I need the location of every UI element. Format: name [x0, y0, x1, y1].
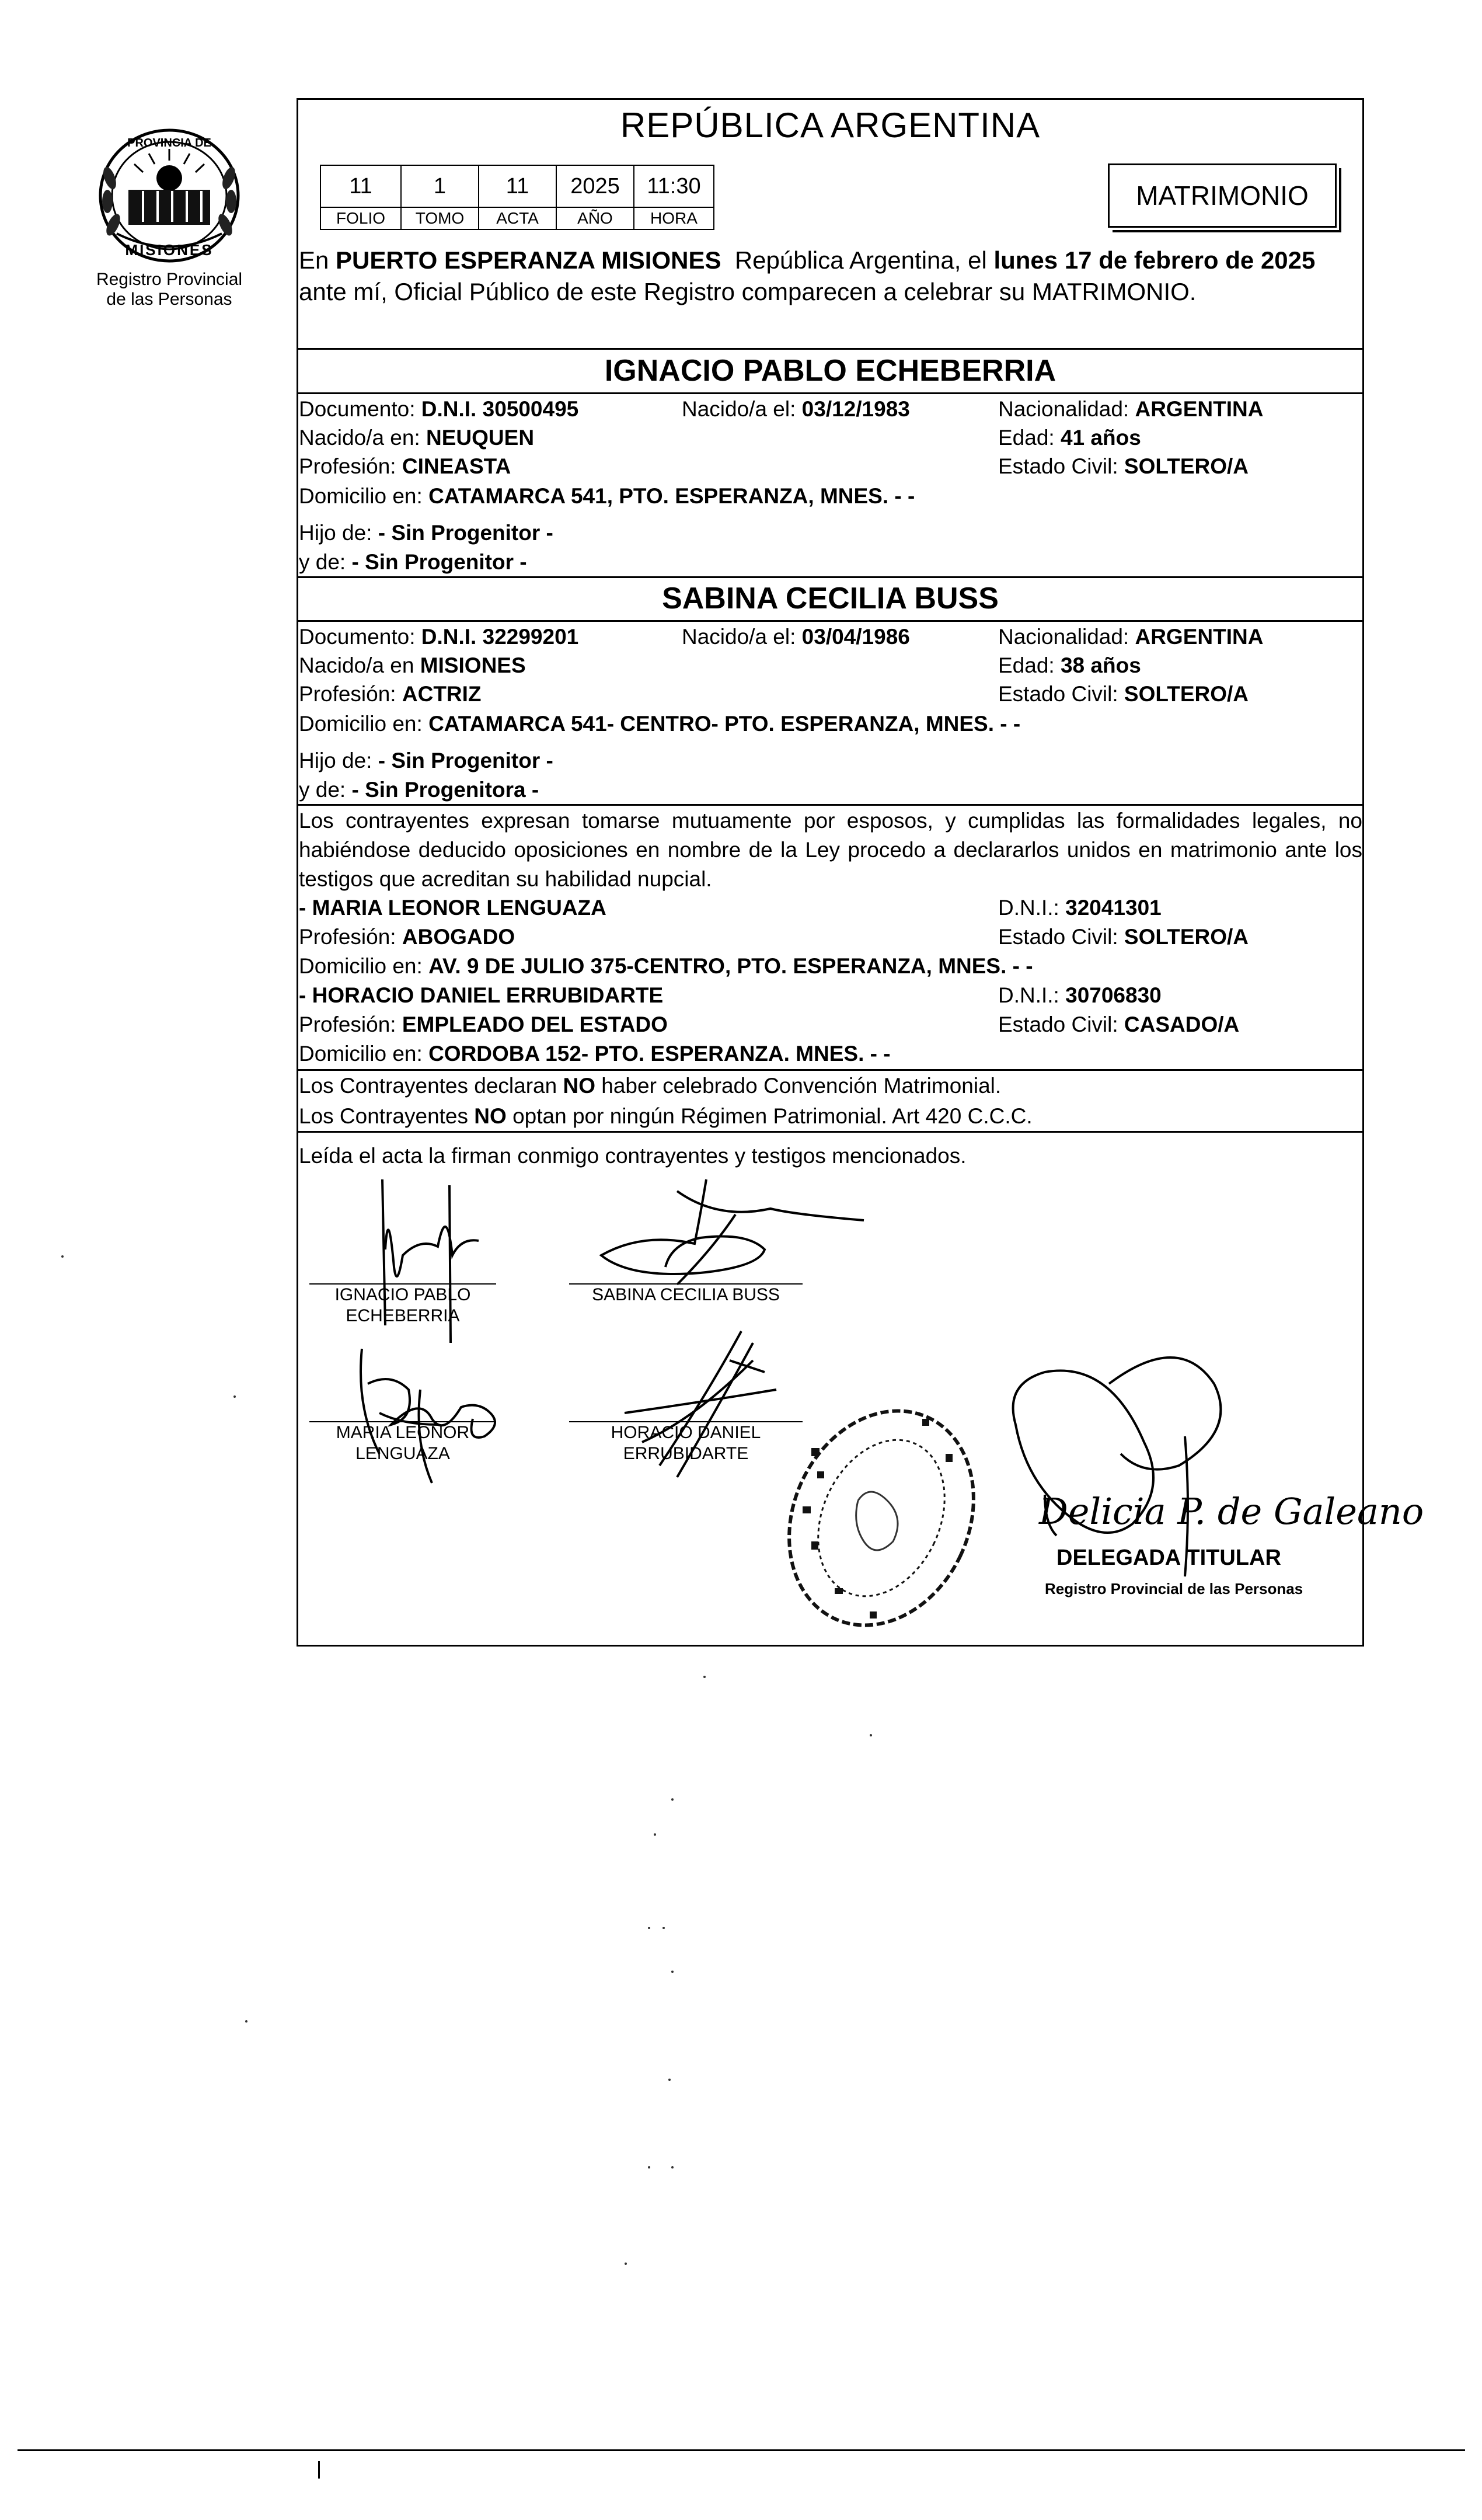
c2-estado-label: Estado Civil:	[998, 682, 1124, 706]
t1-dni	[998, 894, 1162, 921]
t2-profesion-label: Profesión:	[299, 1012, 402, 1036]
c2-nacido-en-label: Nacido/a en	[299, 653, 420, 677]
official-round-stamp	[770, 1366, 1004, 1647]
c2-edad	[998, 652, 1141, 679]
conv1-c: haber celebrado Convención Matrimonial.	[595, 1074, 1002, 1098]
intro-line1	[299, 245, 1361, 276]
intro-line2: ante mí, Oficial Público de este Registro comparecen a celebrar su MATRIMONIO.	[299, 278, 1197, 305]
firma2-nombre: SABINA CECILIA BUSS	[592, 1285, 780, 1304]
divider-c2-title	[297, 620, 1364, 622]
c2-profesion-label: Profesión:	[299, 682, 402, 706]
c2-nacionalidad-value: ARGENTINA	[1135, 625, 1264, 649]
tipo-acta-box	[1108, 163, 1337, 228]
c2-nacido-el-value: 03/04/1986	[801, 625, 910, 649]
t2-nombre	[299, 982, 663, 1009]
c1-documento-value: D.N.I. 30500495	[421, 397, 579, 421]
scan-noise	[870, 1734, 872, 1736]
c2-y-value: - Sin Progenitora -	[351, 778, 539, 802]
firma3-l1: MARIA LEONOR	[336, 1423, 470, 1442]
c1-y-value: - Sin Progenitor -	[351, 550, 527, 574]
c1-profesion	[299, 453, 511, 480]
page-title: REPÚBLICA ARGENTINA	[620, 106, 1041, 145]
scan-noise	[654, 1833, 656, 1836]
c1-nacido-en-label: Nacido/a en:	[299, 426, 427, 450]
registro-table	[320, 165, 714, 230]
t1-nombre	[299, 894, 606, 921]
svg-text:DELEGADA TITULAR: DELEGADA TITULAR	[1056, 1546, 1281, 1570]
t2-estado-label: Estado Civil:	[998, 1012, 1124, 1036]
firma4-signature	[590, 1325, 788, 1501]
t2-dni-label: D.N.I.:	[998, 983, 1066, 1007]
t1-profesion	[299, 924, 515, 951]
c1-estado-label: Estado Civil:	[998, 454, 1124, 478]
c1-nacido-el	[682, 396, 910, 423]
divider-c1-title	[297, 392, 1364, 394]
t2-profesion-value: EMPLEADO DEL ESTADO	[402, 1012, 668, 1036]
firma4-l2: ERRUBIDARTE	[623, 1444, 749, 1463]
c2-estado-civil	[998, 681, 1249, 708]
t2-estado-civil	[998, 1011, 1239, 1038]
conv2-b: NO	[474, 1104, 507, 1128]
declaracion-text: Los contrayentes expresan tomarse mutuamente por esposos, y cumplidas las formalidades legales, no habiéndose deducido oposiciones en nombre de la Ley procedo a declararlos unidos en matrimonio ante los testigos que acreditan su habilidad nupcial.	[299, 809, 1362, 891]
conv1-b: NO	[563, 1074, 595, 1098]
c2-hijo-de	[299, 747, 553, 774]
svg-text:MISIONES: MISIONES	[125, 241, 214, 259]
scan-noise	[648, 1927, 650, 1929]
c2-nacionalidad-label: Nacionalidad:	[998, 625, 1135, 649]
c2-nacido-en-value: MISIONES	[420, 653, 526, 677]
provincia-misiones-seal-logo	[93, 126, 245, 266]
divider-declaracion	[297, 804, 1364, 806]
t1-estado-value: SOLTERO/A	[1124, 925, 1249, 949]
c2-documento-label: Documento:	[299, 625, 421, 649]
c2-profesion	[299, 681, 482, 708]
c2-nacido-el-label: Nacido/a el:	[682, 625, 802, 649]
acta-label: ACTA	[479, 207, 556, 229]
c1-domicilio-value: CATAMARCA 541, PTO. ESPERANZA, MNES. - -	[428, 484, 915, 508]
c2-hijo-value: - Sin Progenitor -	[378, 749, 553, 772]
scan-noise	[703, 1676, 706, 1678]
c2-y-label: y de:	[299, 778, 352, 802]
contrayente1-nombre: IGNACIO PABLO ECHEBERRIA	[604, 354, 1056, 388]
c1-profesion-label: Profesión:	[299, 454, 402, 478]
firma3-signature	[344, 1337, 519, 1489]
c2-documento-value: D.N.I. 32299201	[421, 625, 579, 649]
divider-intro	[297, 348, 1364, 350]
t1-domicilio-value: AV. 9 DE JULIO 375-CENTRO, PTO. ESPERANZA, MNES. - -	[428, 954, 1033, 978]
bottom-tick	[318, 2461, 320, 2479]
seal-caption-line1: Registro Provincial	[96, 270, 243, 289]
scan-noise	[668, 2079, 671, 2081]
t1-dni-label: D.N.I.:	[998, 896, 1066, 920]
c2-estado-value: SOLTERO/A	[1124, 682, 1249, 706]
divider-convencion	[297, 1069, 1364, 1071]
firma2-signature	[584, 1168, 887, 1320]
t1-profesion-label: Profesión:	[299, 925, 402, 949]
firma1-l2: ECHEBERRIA	[346, 1306, 460, 1325]
c1-profesion-value: CINEASTA	[402, 454, 511, 478]
t2-domicilio-label: Domicilio en:	[299, 1042, 429, 1066]
t2-profesion	[299, 1011, 668, 1038]
scan-noise	[61, 1255, 64, 1258]
hora-label: HORA	[634, 207, 714, 229]
c1-domicilio-label: Domicilio en:	[299, 484, 429, 508]
bottom-rule	[18, 2449, 1465, 2451]
t1-nombre-value: - MARIA LEONOR LENGUAZA	[299, 896, 606, 920]
scan-noise	[625, 2263, 627, 2265]
t2-domicilio	[299, 1040, 891, 1067]
scan-noise	[233, 1395, 236, 1398]
c2-domicilio-value: CATAMARCA 541- CENTRO- PTO. ESPERANZA, MNES. - -	[428, 712, 1021, 736]
c2-hijo-label: Hijo de:	[299, 749, 378, 772]
convencion-line1	[299, 1073, 1001, 1099]
c1-hijo-label: Hijo de:	[299, 521, 378, 545]
c1-estado-civil	[998, 453, 1249, 480]
c2-domicilio-label: Domicilio en:	[299, 712, 429, 736]
tomo-value: 1	[401, 165, 479, 207]
c1-edad	[998, 424, 1141, 451]
c1-nacido-el-value: 03/12/1983	[801, 397, 910, 421]
c1-y-label: y de:	[299, 550, 352, 574]
t2-dni	[998, 982, 1162, 1009]
scan-noise	[648, 2166, 650, 2169]
cierre-text: Leída el acta la firman conmigo contrayentes y testigos mencionados.	[299, 1144, 967, 1168]
contrayente2-nombre: SABINA CECILIA BUSS	[662, 582, 999, 615]
svg-text:Registro Provincial de las Per: Registro Provincial de las Personas	[1045, 1580, 1303, 1597]
anio-value: 2025	[556, 165, 634, 207]
c2-y-de	[299, 777, 539, 803]
conv1-a: Los Contrayentes declaran	[299, 1074, 563, 1098]
conv2-a: Los Contrayentes	[299, 1104, 475, 1128]
conv2-c: optan por ningún Régimen Patrimonial. Art 420 C.C.C.	[506, 1104, 1033, 1128]
c1-edad-label: Edad:	[998, 426, 1061, 450]
svg-text:PROVINCIA DE: PROVINCIA DE	[127, 137, 211, 149]
intro-text-2: República Argentina, el	[721, 246, 994, 274]
scan-noise	[671, 1971, 674, 1973]
firma4-l1: HORACIO DANIEL	[611, 1423, 761, 1442]
t1-estado-label: Estado Civil:	[998, 925, 1124, 949]
t2-estado-value: CASADO/A	[1124, 1012, 1240, 1036]
acta-value: 11	[479, 165, 556, 207]
c1-hijo-value: - Sin Progenitor -	[378, 521, 553, 545]
t2-domicilio-value: CORDOBA 152- PTO. ESPERANZA. MNES. - -	[428, 1042, 891, 1066]
scan-noise	[671, 1798, 674, 1801]
c1-nacionalidad	[998, 396, 1263, 423]
firma3-l2: LENGUAZA	[355, 1444, 450, 1463]
folio-label: FOLIO	[320, 207, 401, 229]
t2-dni-value: 30706830	[1065, 983, 1162, 1007]
seal-caption-line2: de las Personas	[106, 290, 232, 309]
firma1-l1: IGNACIO PABLO	[334, 1285, 471, 1304]
t1-dni-value: 32041301	[1065, 896, 1162, 920]
oficial-signature	[992, 1349, 1424, 1629]
c1-nacionalidad-value: ARGENTINA	[1135, 397, 1264, 421]
c2-nacionalidad	[998, 624, 1263, 650]
c2-nacido-en	[299, 652, 526, 679]
c1-nacido-en	[299, 424, 534, 451]
scan-noise	[662, 1927, 665, 1929]
c2-documento	[299, 624, 578, 650]
t2-nombre-value: - HORACIO DANIEL ERRUBIDARTE	[299, 983, 664, 1007]
hora-value: 11:30	[634, 165, 714, 207]
c1-documento	[299, 396, 578, 423]
t1-domicilio-label: Domicilio en:	[299, 954, 429, 978]
c2-nacido-el	[682, 624, 910, 650]
folio-value: 11	[320, 165, 401, 207]
c1-documento-label: Documento:	[299, 397, 421, 421]
c2-edad-label: Edad:	[998, 653, 1061, 677]
intro-text-1: En	[299, 246, 336, 274]
c1-nacido-en-value: NEUQUEN	[426, 426, 535, 450]
seal-caption	[76, 270, 263, 309]
intro-fecha: lunes 17 de febrero de 2025	[993, 246, 1316, 274]
c1-nacido-el-label: Nacido/a el:	[682, 397, 802, 421]
scan-noise	[245, 2020, 247, 2023]
tipo-acta: MATRIMONIO	[1136, 180, 1309, 211]
c1-nacionalidad-label: Nacionalidad:	[998, 397, 1135, 421]
c1-domicilio	[299, 483, 915, 510]
c1-y-de	[299, 549, 527, 576]
divider-cierre	[297, 1131, 1364, 1133]
c2-profesion-value: ACTRIZ	[402, 682, 482, 706]
t1-profesion-value: ABOGADO	[402, 925, 515, 949]
scan-noise	[671, 2166, 674, 2169]
tomo-label: TOMO	[401, 207, 479, 229]
c2-domicilio	[299, 711, 1020, 737]
c1-edad-value: 41 años	[1060, 426, 1141, 450]
t1-estado-civil	[998, 924, 1249, 951]
c2-edad-value: 38 años	[1060, 653, 1141, 677]
intro-lugar: PUERTO ESPERANZA MISIONES	[336, 246, 721, 274]
anio-label: AÑO	[556, 207, 634, 229]
svg-text:Delicia P. de Galeano: Delicia P. de Galeano	[1039, 1490, 1424, 1533]
convencion-line2	[299, 1103, 1033, 1130]
t1-domicilio	[299, 953, 1033, 980]
firma1-signature	[327, 1168, 537, 1343]
divider-c2-start	[297, 576, 1364, 578]
c1-hijo-de	[299, 520, 553, 547]
c1-estado-value: SOLTERO/A	[1124, 454, 1249, 478]
